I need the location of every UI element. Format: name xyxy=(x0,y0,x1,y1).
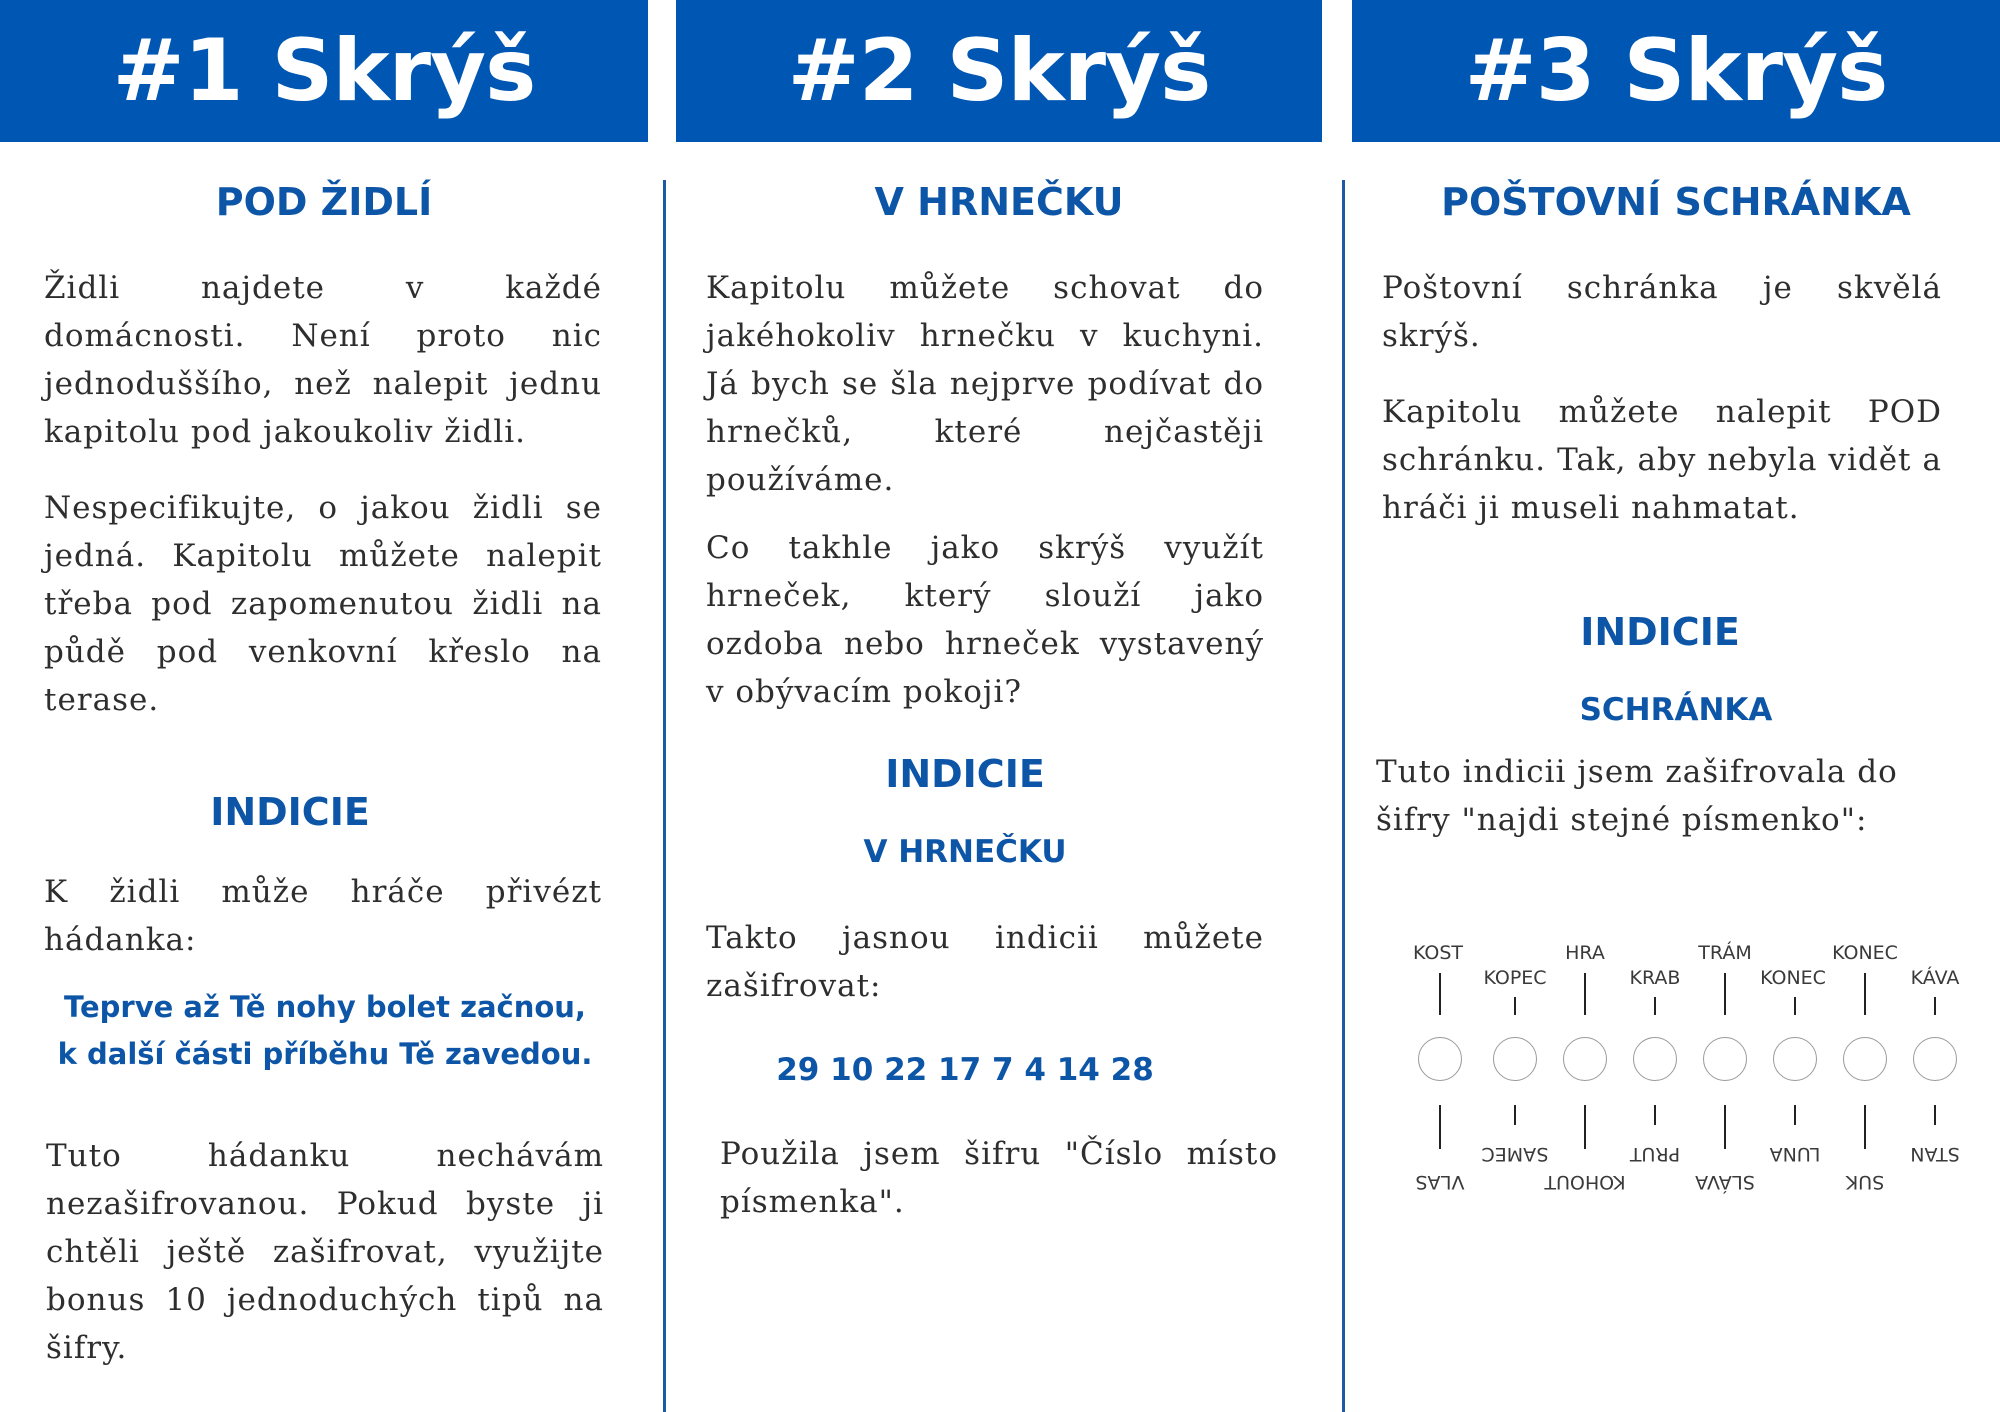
cipher-circle xyxy=(1913,1037,1957,1081)
column-2-clue-intro: Takto jasnou indicii můžete zašifrovat: xyxy=(706,920,1264,1004)
column-1-paragraph-2: Nespecifikujte, o jakou židli se jedná. Kapitolu můžete nalepit třeba pod zapomenutou židli na půdě pod venkovní křeslo na terase. xyxy=(44,490,602,718)
cipher-top-tick xyxy=(1794,997,1796,1015)
cipher-bottom-tick xyxy=(1439,1105,1441,1149)
cipher-bottom-tick xyxy=(1724,1105,1726,1149)
cipher-bottom-word: SAMEC xyxy=(1481,1143,1549,1165)
cipher-top-tick xyxy=(1724,973,1726,1015)
cipher-bottom-word: STAN xyxy=(1910,1143,1960,1165)
cipher-bottom-tick xyxy=(1864,1105,1866,1149)
column-3-clue-intro: Tuto indicii jsem zašifrovala do šifry "najdi stejné písmenko": xyxy=(1376,754,1898,838)
column-1-clue-intro: K židli může hráče přivézt hádanka: xyxy=(44,874,602,958)
cipher-circle xyxy=(1418,1037,1462,1081)
divider-2 xyxy=(1342,180,1345,1412)
column-3-paragraph-2: Kapitolu můžete nalepit POD schránku. Tak, aby nebyla vidět a hráči ji museli nahmatat. xyxy=(1382,394,1942,526)
cipher-bottom-word: VLAS xyxy=(1415,1171,1465,1193)
column-2-closing: Použila jsem šifru "Číslo místo písmenka". xyxy=(720,1136,1278,1220)
cipher-top-tick xyxy=(1934,997,1936,1015)
cipher-bottom-tick xyxy=(1934,1105,1936,1125)
cipher-bottom-word: SLÁVA xyxy=(1695,1171,1755,1193)
column-2-clue-word: V HRNEČKU xyxy=(863,834,1067,870)
cipher-bottom-tick xyxy=(1514,1105,1516,1125)
cipher-bottom-tick xyxy=(1584,1105,1586,1149)
column-2-paragraph-2: Co takhle jako skrýš využít hrneček, který slouží jako ozdoba nebo hrneček vystavený v obývacím pokoji? xyxy=(706,530,1264,710)
cipher-circle xyxy=(1773,1037,1817,1081)
cipher-top-tick xyxy=(1514,997,1516,1015)
column-1-clue-heading: INDICIE xyxy=(210,790,370,834)
cipher-top-tick xyxy=(1864,973,1866,1015)
cipher-top-word: KÁVA xyxy=(1910,967,1960,989)
column-3-clue-word: SCHRÁNKA xyxy=(1579,692,1773,728)
cipher-top-word: KONEC xyxy=(1760,967,1826,989)
cipher-circle xyxy=(1563,1037,1607,1081)
divider-1 xyxy=(663,180,666,1412)
cipher-bottom-word: SUK xyxy=(1845,1171,1885,1193)
cipher-bottom-word: LUNA xyxy=(1769,1143,1821,1165)
column-1-title: POD ŽIDLÍ xyxy=(215,180,433,224)
letter-cipher-diagram xyxy=(1400,935,1970,1205)
cipher-top-word: KRAB xyxy=(1629,967,1681,989)
riddle-line-2: k další části příběhu Tě zavedou. xyxy=(57,1037,593,1071)
column-2-title: V HRNEČKU xyxy=(874,180,1124,224)
column-2-paragraph-1: Kapitolu můžete schovat do jakéhokoliv hrnečku v kuchyni. Já bych se šla nejprve podívat do hrnečků, které nejčastěji používáme. xyxy=(706,270,1264,498)
column-2-clue-heading: INDICIE xyxy=(885,752,1045,796)
column-1-closing: Tuto hádanku nechávám nezašifrovanou. Pokud byste ji chtěli ještě zašifrovat, využijte bonus 10 jednoduchých tipů na šifry. xyxy=(46,1138,604,1366)
cipher-circle xyxy=(1703,1037,1747,1081)
cipher-bottom-word: PRUT xyxy=(1629,1143,1681,1165)
cipher-bottom-tick xyxy=(1794,1105,1796,1125)
number-code: 29 10 22 17 7 4 14 28 xyxy=(776,1052,1154,1088)
cipher-top-word: KOST xyxy=(1412,942,1464,964)
cipher-top-word: KOPEC xyxy=(1483,967,1547,989)
cipher-bottom-tick xyxy=(1654,1105,1656,1125)
cipher-circle xyxy=(1633,1037,1677,1081)
column-1-paragraph-1: Židli najdete v každé domácnosti. Není proto nic jednoduššího, než nalepit jednu kapitolu pod jakoukoliv židli. xyxy=(44,270,602,450)
cipher-circle xyxy=(1493,1037,1537,1081)
cipher-circle xyxy=(1843,1037,1887,1081)
riddle-line-1: Teprve až Tě nohy bolet začnou, xyxy=(64,990,586,1024)
column-1-header: #1 Skrýš xyxy=(0,0,648,142)
cipher-top-word: KONEC xyxy=(1832,942,1898,964)
cipher-top-tick xyxy=(1654,997,1656,1015)
column-2-header: #2 Skrýš xyxy=(676,0,1322,142)
riddle xyxy=(40,984,610,1078)
cipher-bottom-word: KOHOUT xyxy=(1544,1171,1626,1193)
column-3-paragraph-1: Poštovní schránka je skvělá skrýš. xyxy=(1382,270,1942,354)
column-3-title: POŠTOVNÍ SCHRÁNKA xyxy=(1441,180,1911,224)
cipher-top-word: HRA xyxy=(1565,942,1605,964)
cipher-top-tick xyxy=(1584,973,1586,1015)
column-3-header: #3 Skrýš xyxy=(1352,0,2000,142)
column-3-clue-heading: INDICIE xyxy=(1580,610,1740,654)
cipher-top-tick xyxy=(1439,973,1441,1015)
cipher-top-word: TRÁM xyxy=(1698,942,1752,964)
